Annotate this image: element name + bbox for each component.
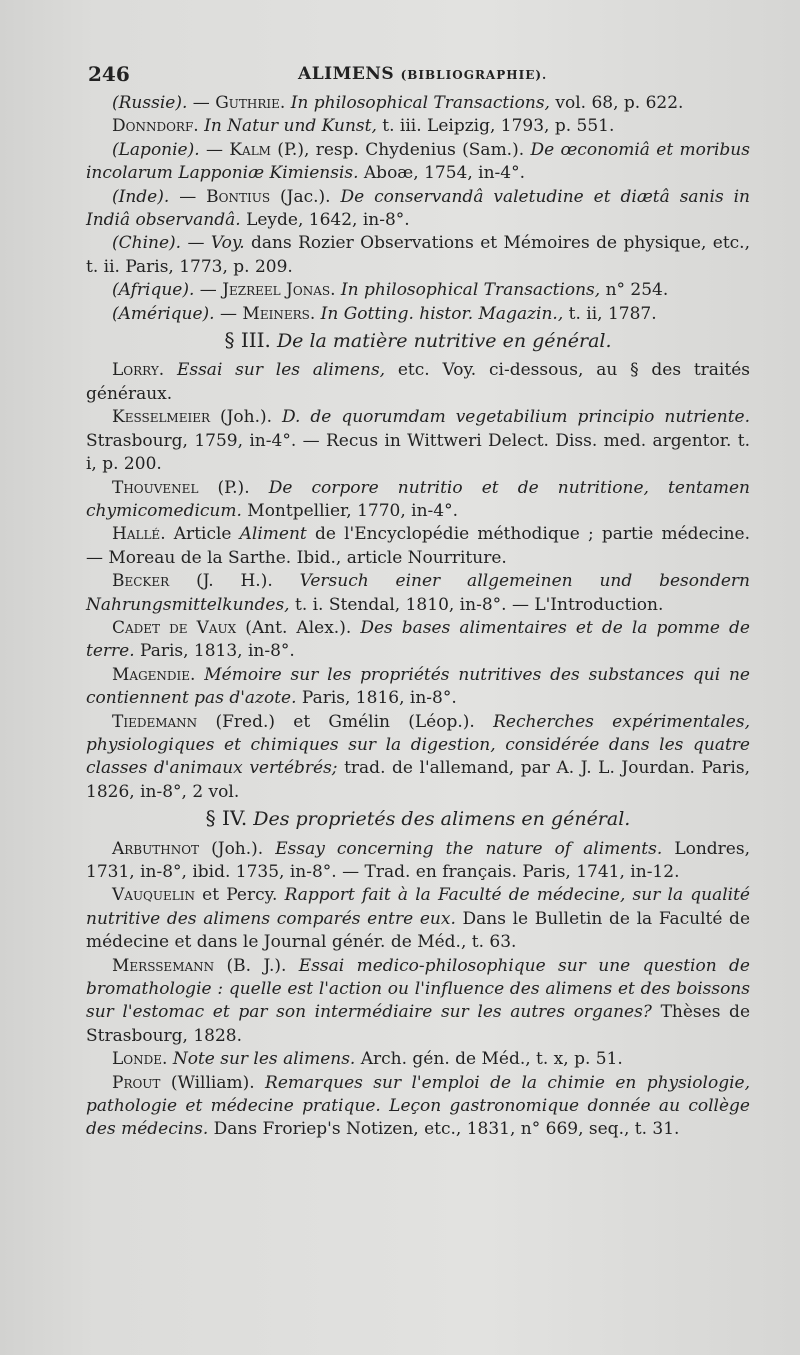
bibliography-entry: Becker (J. H.). Versuch einer allgemeinen und besondern Nahrungsmittelkundes, t. i. Stendal, 1810, in-8°. — L'Introduction.: [86, 571, 750, 615]
bibliography-entry: (Russie). — Guthrie. In philosophical Transactions, vol. 68, p. 622.: [112, 93, 684, 113]
regional-entries: [86, 92, 750, 326]
bibliography-entry: Hallé. Article Aliment de l'Encyclopédie méthodique ; partie médecine. — Moreau de la Sarthe. Ibid., article Nourriture.: [86, 524, 750, 568]
bibliography-entry: Cadet de Vaux (Ant. Alex.). Des bases alimentaires et de la pomme de terre. Paris, 1813, in-8°.: [86, 617, 750, 662]
bibliography-entry: Prout (William). Remarques sur l'emploi de la chimie en physiologie, pathologie et médecine pratique. Leçon gastronomique donnée au collège des médecins. Dans Froriep's Notizen, etc., 1831, n° 669, seq., t. 31.: [86, 1072, 750, 1140]
bibliography-entry: Thouvenel (P.). De corpore nutritio et de nutritione, tentamen chymicomedicum. Montpellier, 1770, in-4°.: [86, 477, 750, 521]
bibliography-entry: Magendie. Mémoire sur les propriétés nutritives des substances qui ne contiennent pas d'azote. Paris, 1816, in-8°.: [86, 664, 750, 709]
section-3-entries: [86, 359, 750, 804]
bibliography-entry: (Laponie). — Kalm (P.), resp. Chydenius (Sam.). De œconomiâ et moribus incolarum Lapponiæ Kimiensis. Aboæ, 1754, in-4°.: [86, 139, 750, 184]
bibliography-entry: Vauquelin et Percy. Rapport fait à la Faculté de médecine, sur la qualité nutritive des alimens comparés entre eux. Dans le Bulletin de la Faculté de médecine et dans le Journal génér. de Méd., t. 63.: [86, 885, 750, 953]
running-title: [298, 64, 547, 84]
bibliography-entry: (Inde). — Bontius (Jac.). De conservandâ valetudine et diætâ sanis in Indiâ observandâ. Leyde, 1642, in-8°.: [86, 186, 750, 231]
bibliography-entry: (Afrique). — Jezreel Jonas. In philosophical Transactions, n° 254.: [112, 280, 669, 301]
bibliography-entry: Londe. Note sur les alimens. Arch. gén. de Méd., t. x, p. 51.: [112, 1049, 623, 1070]
running-title-main: ALIMENS: [298, 64, 395, 84]
bibliography-entry: (Amérique). — Meiners. In Gotting. histor. Magazin., t. ii, 1787.: [112, 303, 657, 324]
page-header: [88, 62, 748, 92]
page-number: 246: [88, 62, 130, 86]
bibliography-content: [86, 92, 750, 1142]
bibliography-entry: (Chine). — Voy. dans Rozier Observations et Mémoires de physique, etc., t. ii. Paris, 1773, p. 209.: [86, 233, 750, 277]
bibliography-entry: Lorry. Essai sur les alimens, etc. Voy. ci-dessous, au § des traités généraux.: [86, 360, 750, 404]
bibliography-entry: Merssemann (B. J.). Essai medico-philosophique sur une question de bromathologie : quelle est l'action ou l'influence des alimens et des boissons sur l'estomac et par son intermédiaire sur les autres organes? Thèses de Strasbourg, 1828.: [86, 955, 751, 1046]
bibliography-entry: Arbuthnot (Joh.). Essay concerning the nature of aliments. Londres, 1731, in-8°, ibid. 1735, in-8°. — Trad. en français. Paris, 1741, in-12.: [86, 838, 750, 882]
bibliography-entry: Donndorf. In Natur und Kunst, t. iii. Leipzig, 1793, p. 551.: [112, 116, 615, 137]
bibliography-entry: Tiedemann (Fred.) et Gmélin (Léop.). Recherches expérimentales, physiologiques et chimiques sur la digestion, considérée dans les quatre classes d'animaux vertébrés; trad. de l'allemand, par A. J. L. Jourdan. Paris, 1826, in-8°, 2 vol.: [86, 711, 750, 802]
section-heading-3: § III. De la matière nutritive en général.: [224, 328, 612, 353]
bibliography-entry: Kesselmeier (Joh.). D. de quorumdam vegetabilium principio nutriente. Strasbourg, 1759, in-4°. — Recus in Wittweri Delect. Diss. med. argentor. t. i, p. 200.: [86, 407, 750, 475]
section-4-entries: [86, 838, 750, 1142]
section-heading-4: § IV. Des proprietés des alimens en général.: [205, 806, 631, 831]
running-title-sub: (BIBLIOGRAPHIE).: [400, 68, 548, 82]
